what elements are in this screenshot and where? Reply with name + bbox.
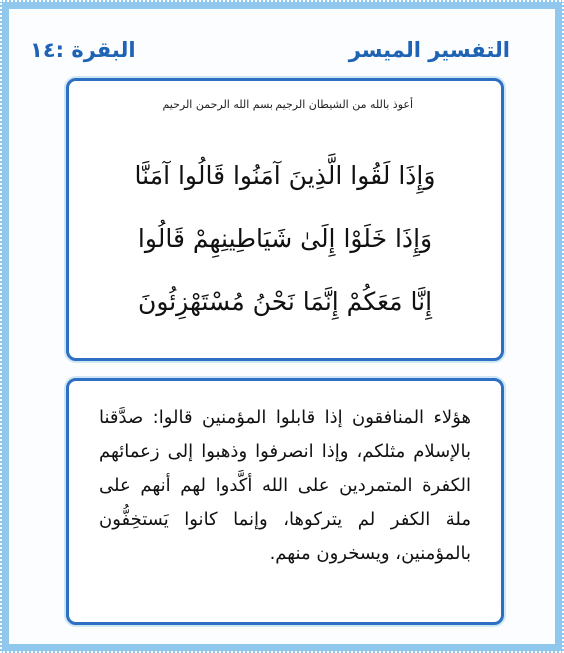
verse-line: وَإِذَا لَقُوا الَّذِينَ آمَنُوا قَالُوا آمَنَّا [134, 161, 436, 190]
istiadha-text: أعوذ بالله من الشيطان الرجيم [275, 98, 413, 111]
verse-panel [66, 78, 504, 361]
page-header [30, 38, 510, 68]
verse-line: إِنَّا مَعَكُمْ إِنَّمَا نَحْنُ مُسْتَهْزِئُونَ [137, 287, 433, 316]
verse-preface [69, 98, 501, 118]
tafsir-text: هؤلاء المنافقون إذا قابلوا المؤمنين قالوا: صدَّقنا بالإسلام مثلكم، وإذا انصرفوا وذهبوا إلى زعمائهم الكفرة المتمردين على الله أكَّدوا لهم أنهم على ملة الكفر لم يتركوها، وإنما كانوا يَستخِفُّون بالمؤمنين، ويسخرون منهم. [99, 407, 471, 564]
verse-line: وَإِذَا خَلَوْا إِلَىٰ شَيَاطِينِهِمْ قَالُوا [137, 224, 433, 253]
book-title: التفسير الميسر [348, 38, 510, 62]
tafsir-panel [66, 378, 504, 625]
basmala-text: بسم الله الرحمن الرحيم [162, 98, 273, 111]
surah-verse-reference: البقرة :١٤ [30, 38, 136, 62]
